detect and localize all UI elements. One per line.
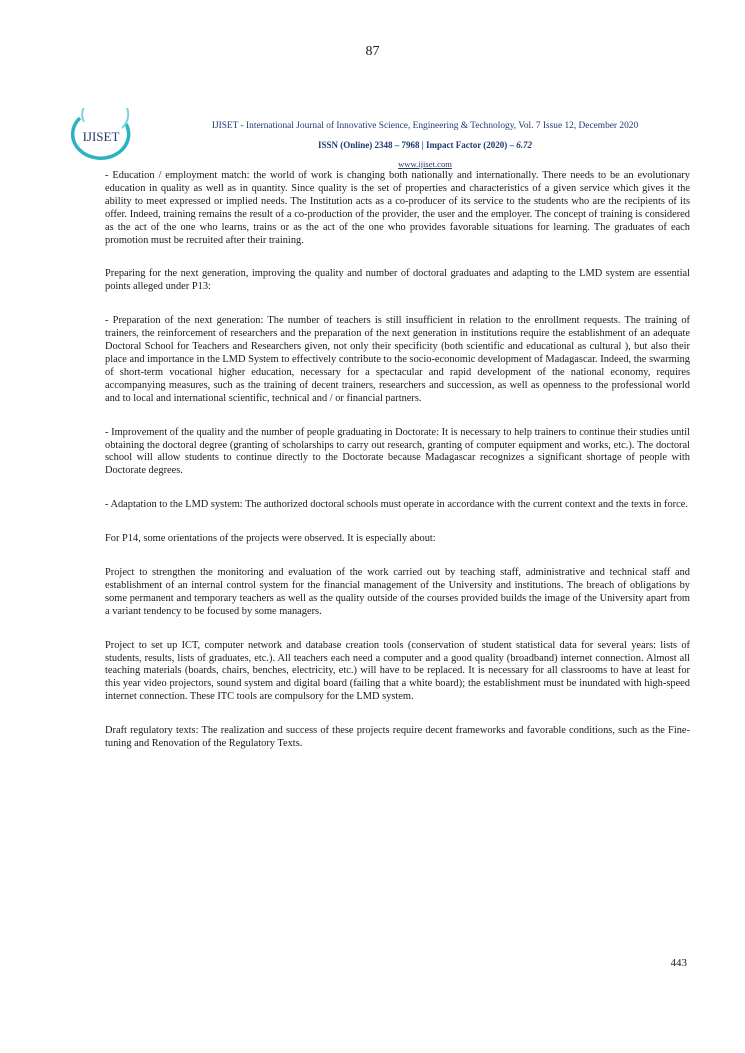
paragraph-next-generation: - Preparation of the next generation: The number of teachers is still insufficient in relation to the enrollment requests. The training of trainers, the reinforcement of researchers and the preparation of the next generation in institutions require the establishment of an adequate Doctoral School for Teachers and Researchers given, not only their specificity (both scientific and educational as cultural ), but also their place and importance in the LMD System to effectively contribute to the socio-economic development of Madagascar. Indeed, the swarming of short-term vocational higher education, necessary for a spectacular and rapid development of the national economy, requires accompanying measures, such as the training of decent trainers, researchers and succession, as well as openness to the professional world and to local and international scientific, technical and / or financial partners. xyxy=(105,315,690,404)
paragraph-monitoring-project: Project to strengthen the monitoring and evaluation of the work carried out by teaching staff, administrative and technical staff and establishment of an internal control system for the financial management of the University and institutions. The breach of obligations by some permanent and temporary teachers as well as the quality outside of the courses provided builds the image of the University apart from a variant tendency to be focused by some managers. xyxy=(105,567,690,617)
paragraph-ict-project: Project to set up ICT, computer network and database creation tools (conservation of student statistical data for several years: lists of students, results, lists of graduates, etc.). All teachers each need a computer and a good quality (broadband) internet connection. Almost all teaching materials (boards, chairs, benches, electricity, etc.) will have to be replaced. It is necessary for all classrooms to have at least for this year video projectors, sound system and digital board (failing that a white board); the establishment must be inundated with high-speed internet connection. These ITC tools are compulsory for the LMD system. xyxy=(105,639,690,703)
journal-website-link[interactable]: www.ijiset.com xyxy=(398,159,452,169)
journal-title: IJISET - International Journal of Innovative Science, Engineering & Technology, Vol. 7 Issue 12, December 2020 xyxy=(211,121,639,131)
paragraph-p14-intro: For P14, some orientations of the projects were observed. It is especially about: xyxy=(105,533,436,545)
paragraph-doctorate-quality: - Improvement of the quality and the number of people graduating in Doctorate: It is necessary to help trainers to continue their studies until obtaining the doctoral degree (granting of scholarships to carry out research, granting of computer equipment and works, etc.). The doctoral school will allow students to continue directly to the Doctorate because Madagascar recognizes a significant shortage of people with Doctorate degrees. xyxy=(105,426,690,477)
ijiset-logo-icon xyxy=(70,108,132,164)
issn-text: ISSN (Online) 2348 – 7968 | Impact Factor (2020) – xyxy=(317,140,517,150)
page-number-footer: 443 xyxy=(670,957,687,969)
paragraph-regulatory-texts: Draft regulatory texts: The realization and success of these projects require decent frameworks and favorable conditions, such as the Fine-tuning and Renovation of the Regulatory Texts. xyxy=(105,725,690,750)
logo-text: IJISET xyxy=(82,129,120,144)
page-number-top: 87 xyxy=(365,44,380,59)
journal-header xyxy=(140,120,710,170)
paragraph-p13-intro: Preparing for the next generation, improving the quality and number of doctoral graduates and adapting to the LMD system are essential points alleged under P13: xyxy=(105,268,690,293)
article-body xyxy=(105,170,690,751)
paragraph-education-employment: - Education / employment match: the world of work is changing both nationally and internationally. There needs to be an evolutionary education in quality as well as in quantity. Since quality is the set of properties and characteristics of a given service which gives it the ability to meet expressed or implied needs. The Institution acts as a co-producer of its service to the students who are the recipients of its offer. Indeed, training remains the result of a co-production of the provider, the user and the employer. The concept of training is considered as the act of the one who learns, trains or as the act of the one who provides favorable situations for learning. The graduates of each promotion must be recruited after their training. xyxy=(105,170,690,246)
issn-line xyxy=(140,139,710,151)
paragraph-lmd-adaptation: - Adaptation to the LMD system: The authorized doctoral schools must operate in accordance with the current context and the texts in force. xyxy=(105,499,688,511)
impact-factor: 6.72 xyxy=(516,140,533,150)
journal-logo xyxy=(70,108,132,164)
